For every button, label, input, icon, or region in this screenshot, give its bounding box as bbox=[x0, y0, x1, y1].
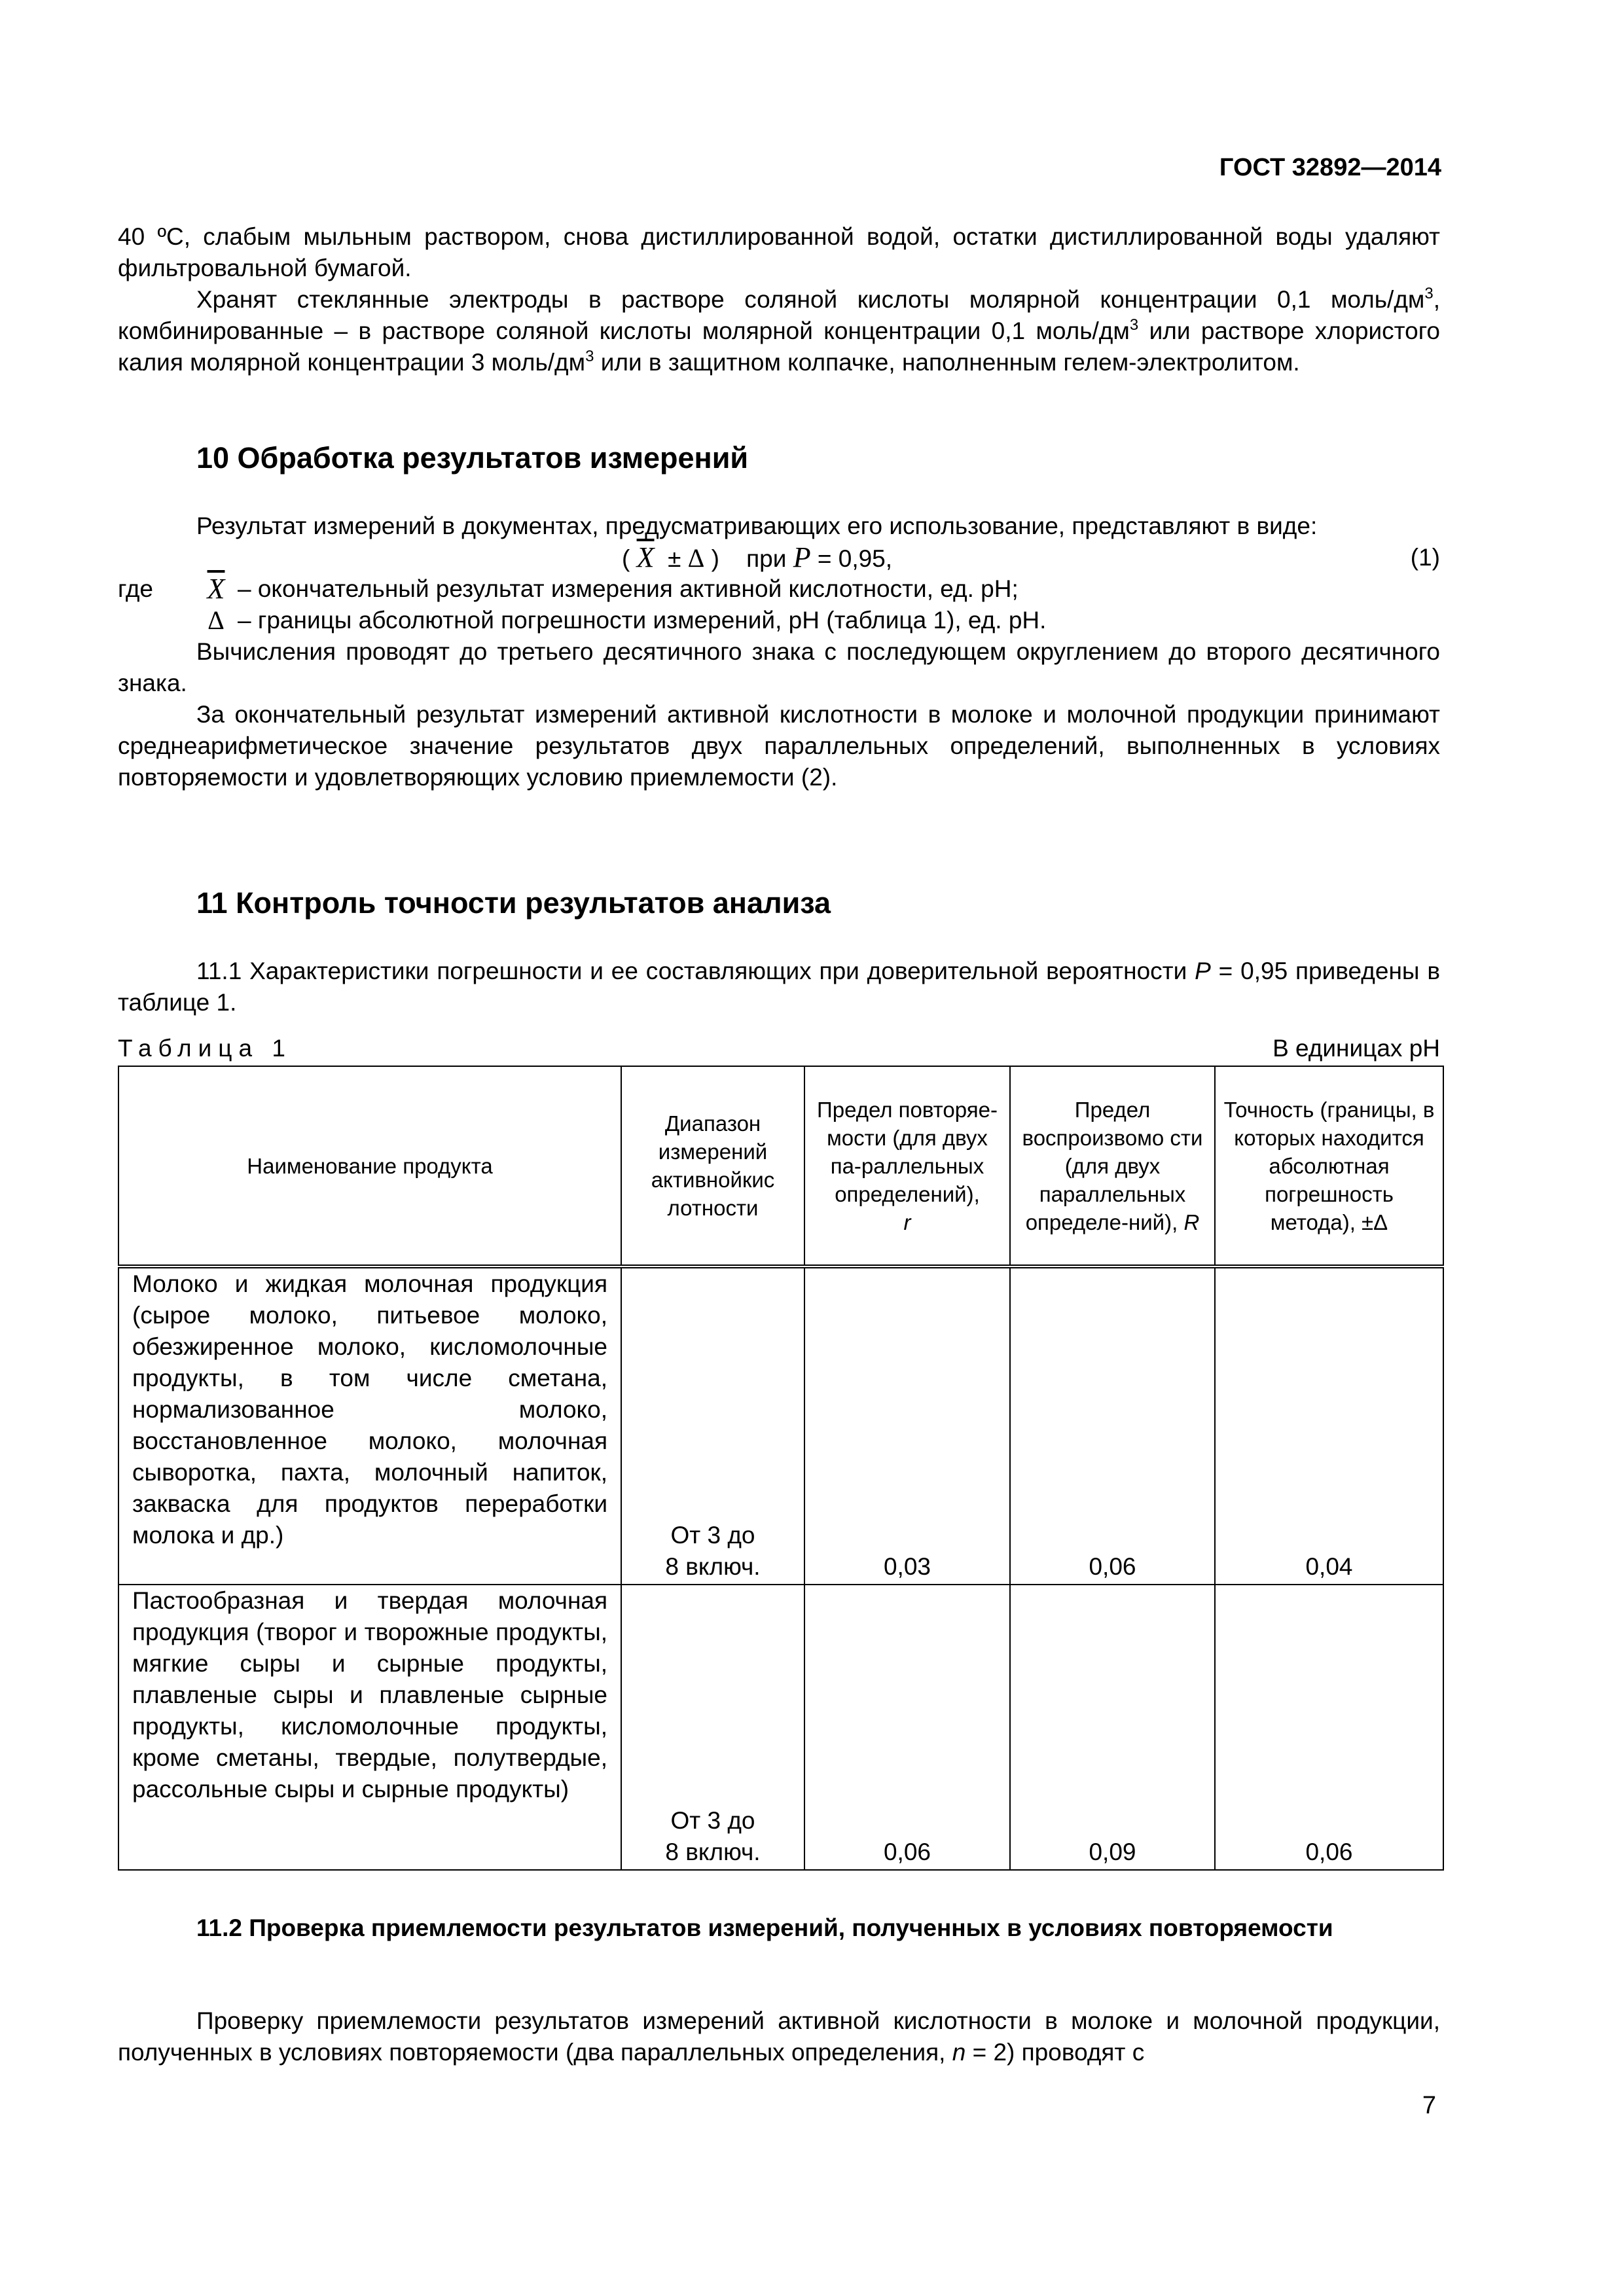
subsection-11-2-body bbox=[118, 2005, 1440, 2068]
cell-repeatability: 0,03 bbox=[804, 1266, 1010, 1585]
column-header-range: Диапазон измерений активнойкис лотности bbox=[621, 1066, 804, 1266]
document-code: ГОСТ 32892—2014 bbox=[1219, 154, 1441, 181]
intro-block bbox=[118, 221, 1440, 378]
section-10-paragraph-1: Результат измерений в документах, предусматривающих его использование, представляют в виде: bbox=[196, 512, 1318, 539]
subsection-11-2-paragraph bbox=[118, 2005, 1440, 2068]
subsection-11-2-heading: 11.2 Проверка приемлемости результатов измерений, полученных в условиях повторяемости bbox=[196, 1914, 1333, 1941]
where-x-symbol: $\overline{X}$ bbox=[207, 573, 225, 605]
text-span: = 2) проводят с bbox=[965, 2039, 1145, 2066]
range-line-1: От 3 до bbox=[670, 1807, 755, 1834]
section-11-paragraph-1 bbox=[118, 956, 1440, 1018]
p-symbol: P bbox=[1195, 958, 1211, 984]
table-title: Таблица 1 bbox=[118, 1035, 292, 1062]
intro-paragraph-1: 40 ºС, слабым мыльным раствором, снова дистиллированной водой, остатки дистиллированной воды удаляют фильтровальной бумагой. bbox=[118, 223, 1440, 281]
section-11-body bbox=[118, 956, 1440, 1871]
where-x-text: – окончательный результат измерения активной кислотности, ед. рН; bbox=[238, 575, 1019, 602]
n-symbol: n bbox=[952, 2039, 966, 2066]
where-delta-text: – границы абсолютной погрешности измерений, рН (таблица 1), ед. рН. bbox=[238, 607, 1047, 634]
section-10-paragraph-3: За окончательный результат измерений активной кислотности в молоке и молочной продукции принимают среднеарифметическое значение результатов двух параллельных определений, выполненных в условиях повторяемости и удовлетворяющих условию приемлемости (2). bbox=[118, 701, 1440, 791]
where-delta-line bbox=[118, 605, 1440, 636]
cell-reproducibility: 0,06 bbox=[1010, 1266, 1215, 1585]
column-header-reproducibility bbox=[1010, 1066, 1215, 1266]
header-text: Предел воспроизвомо сти (для двух параллельных определе-ний), bbox=[1022, 1097, 1203, 1234]
section-10-paragraph-2: Вычисления проводят до третьего десятичного знака с последующем округлением до второго десятичного знака. bbox=[118, 638, 1440, 696]
intro-paragraph-2 bbox=[118, 284, 1440, 378]
cell-accuracy: 0,06 bbox=[1215, 1585, 1443, 1870]
superscript: 3 bbox=[1424, 285, 1434, 302]
formula-plus-minus: ± bbox=[668, 545, 681, 572]
cell-repeatability: 0,06 bbox=[804, 1585, 1010, 1870]
table-header-row bbox=[118, 1066, 1443, 1266]
column-header-accuracy: Точность (границы, в которых находится абсолютная погрешность метода), ±Δ bbox=[1215, 1066, 1443, 1266]
text-span: или растворе хлористого калия молярной концентрации 3 моль/дм bbox=[118, 317, 1440, 376]
where-label: где bbox=[118, 575, 154, 602]
formula-paren-open: ( bbox=[622, 545, 630, 572]
formula-at: при bbox=[746, 545, 787, 572]
text-span: Хранят стеклянные электроды в растворе соляной кислоты молярной концентрации 0,1 моль/дм bbox=[196, 286, 1425, 313]
column-header-repeatability bbox=[804, 1066, 1010, 1266]
range-line-2: 8 включ. bbox=[665, 1839, 761, 1865]
table-1 bbox=[118, 1066, 1444, 1871]
where-delta-symbol: Δ bbox=[208, 605, 225, 635]
table-row bbox=[118, 1585, 1443, 1870]
page-number: 7 bbox=[1422, 2092, 1436, 2119]
header-text: Предел повторяе-мости (для двух па-раллельных определений), bbox=[817, 1097, 998, 1206]
formula-paren-close: ) bbox=[711, 545, 719, 572]
cell-range bbox=[621, 1266, 804, 1585]
table-row bbox=[118, 1266, 1443, 1585]
section-10-heading: 10 Обработка результатов измерений bbox=[196, 441, 749, 475]
superscript: 3 bbox=[585, 348, 594, 365]
superscript: 3 bbox=[1129, 316, 1139, 334]
formula-1 bbox=[118, 542, 1440, 573]
text-span: , комбинированные – в растворе соляной кислоты молярной концентрации 0,1 моль/дм bbox=[118, 286, 1440, 344]
range-line-1: От 3 до bbox=[670, 1522, 755, 1549]
column-header-product: Наименование продукта bbox=[118, 1066, 621, 1266]
formula-eq: = 0,95, bbox=[817, 545, 893, 572]
formula-number: (1) bbox=[1410, 544, 1440, 571]
cell-accuracy: 0,04 bbox=[1215, 1266, 1443, 1585]
where-x-line bbox=[118, 573, 1440, 605]
formula-p: P bbox=[793, 541, 811, 573]
table-units: В единицах рН bbox=[1272, 1035, 1440, 1062]
section-11-heading: 11 Контроль точности результатов анализа bbox=[196, 886, 831, 920]
range-line-2: 8 включ. bbox=[665, 1553, 761, 1580]
formula-delta: Δ bbox=[687, 543, 705, 573]
text-span: 11.1 Характеристики погрешности и ее составляющих при доверительной вероятности bbox=[196, 958, 1195, 984]
section-10-body bbox=[118, 511, 1440, 793]
text-span: или в защитном колпачке, наполненным гелем-электролитом. bbox=[594, 349, 1300, 376]
header-symbol-r: r bbox=[903, 1210, 911, 1234]
cell-range bbox=[621, 1585, 804, 1870]
cell-reproducibility: 0,09 bbox=[1010, 1585, 1215, 1870]
formula-expression bbox=[622, 542, 892, 575]
text-span: Проверку приемлемости результатов измерений активной кислотности в молоке и молочной продукции, полученных в условиях повторяемости (два параллельных определения, bbox=[118, 2007, 1440, 2066]
header-symbol-R: R bbox=[1183, 1210, 1200, 1234]
cell-product-name: Молоко и жидкая молочная продукция (сырое молоко, питьевое молоко, обезжиренное молоко, кисломолочные продукты, в том числе сметана, нормализованное молоко, восстановленное молоко, молочная сыворотка, пахта, молочный напиток, закваска для продуктов переработки молока и др.) bbox=[118, 1266, 621, 1585]
text-span: = 0,95 приведены в таблице 1. bbox=[118, 958, 1440, 1016]
table-caption bbox=[118, 1033, 1440, 1064]
cell-product-name: Пастообразная и твердая молочная продукция (творог и творожные продукты, мягкие сыры и сырные продукты, плавленые сыры и плавленые сырные продукты, кисломолочные продукты, кроме сметаны, твердые, полутвердые, рассольные сыры и сырные продукты) bbox=[118, 1585, 621, 1870]
formula-x-bar: $\overline{X}$ bbox=[636, 541, 655, 573]
